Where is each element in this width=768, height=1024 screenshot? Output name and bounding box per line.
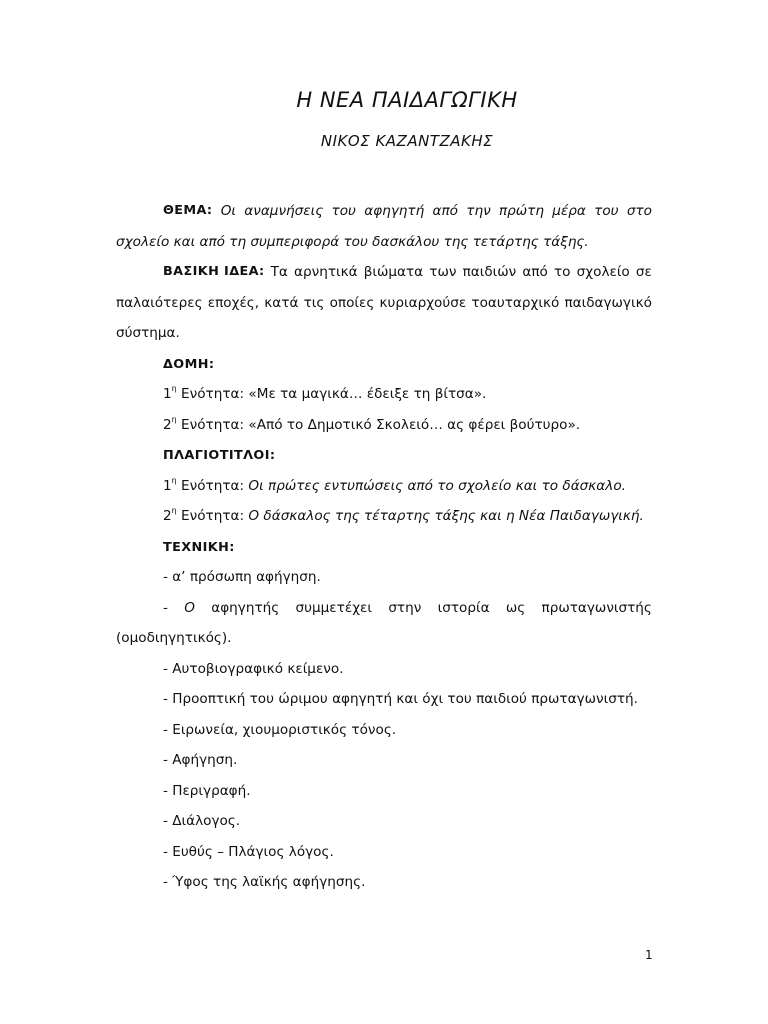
- texniki-item: [116, 684, 652, 715]
- idea-word: από: [522, 264, 548, 280]
- document-title: Η ΝΕΑ ΠΑΙΔΑΓΩΓΙΚΗ: [296, 88, 518, 112]
- technique-word: ως: [505, 599, 526, 616]
- domi-heading: [116, 349, 652, 380]
- technique-word: -: [163, 599, 168, 616]
- idea-word: κυριαρχούσε: [379, 294, 467, 311]
- page-number: 1: [645, 948, 653, 962]
- thema-word: Οι: [220, 203, 236, 219]
- technique-word: συμμετέχει: [295, 599, 372, 616]
- technique-text: - Ύφος της λαϊκής αφήγησης.: [163, 874, 366, 890]
- technique-word: αφηγητής: [211, 599, 280, 616]
- section-text: Οι πρώτες εντυπώσεις από το σχολείο και το δάσκαλο.: [248, 477, 626, 494]
- domi-item: [116, 410, 652, 441]
- idea-label: ΒΑΣΙΚΗ ΙΔΕΑ:: [163, 264, 265, 279]
- title-block: [0, 88, 768, 150]
- technique-word: πρωταγωνιστής: [541, 599, 652, 616]
- technique-word: ιστορία: [437, 599, 490, 616]
- texniki-item-justified: [116, 593, 652, 624]
- domi-label: ΔΟΜΗ:: [163, 356, 215, 372]
- technique-text: - α’ πρόσωπη αφήγηση.: [163, 569, 321, 585]
- idea-line-2: [116, 288, 652, 319]
- thema-line-2: [116, 227, 652, 258]
- document-body: [116, 196, 652, 898]
- thema-word: πρώτη: [498, 203, 544, 219]
- technique-text: - Περιγραφή.: [163, 782, 251, 799]
- thema-text: σχολείο και από τη συμπεριφορά του δασκάλου της τετάρτης τάξης.: [116, 233, 589, 250]
- technique-text: - Προοπτική του ώριμου αφηγητή και όχι του παιδιού πρωταγωνιστή.: [163, 691, 638, 707]
- idea-word: αρνητικά: [294, 264, 358, 280]
- domi-item: [116, 379, 652, 410]
- idea-line-1: [116, 257, 652, 288]
- technique-word: Ο: [184, 599, 195, 616]
- technique-word: στην: [388, 599, 422, 616]
- section-number: 1: [163, 477, 172, 494]
- idea-word: τοαυταρχικό: [471, 294, 560, 311]
- technique-text: - Ειρωνεία, χιουμοριστικός τόνος.: [163, 721, 397, 738]
- idea-word: των: [429, 264, 457, 280]
- section-text: Ο δάσκαλος της τέταρτης τάξης και η Νέα Παιδαγωγική.: [248, 508, 644, 524]
- idea-word: εποχές,: [207, 294, 260, 311]
- plagiotitloi-heading: [116, 440, 652, 471]
- section-label: Ενότητα:: [176, 508, 249, 524]
- idea-word: σχολείο: [576, 264, 630, 280]
- ordinal-suffix: η: [171, 384, 177, 394]
- idea-word: κατά: [264, 294, 299, 311]
- section-label: Ενότητα:: [176, 416, 249, 433]
- idea-word: βιώματα: [363, 264, 424, 280]
- thema-word: μέρα: [552, 203, 586, 219]
- texniki-item: [116, 837, 652, 868]
- section-number: 2: [163, 416, 172, 433]
- texniki-item: [116, 715, 652, 746]
- ordinal-suffix: η: [171, 506, 177, 516]
- section-label: Ενότητα:: [176, 477, 249, 494]
- texniki-label: ΤΕΧΝΙΚΗ:: [163, 539, 235, 555]
- technique-text: (ομοδιηγητικός).: [116, 630, 232, 646]
- ordinal-suffix: η: [171, 414, 177, 424]
- technique-text: - Ευθύς – Πλάγιος λόγος.: [163, 843, 334, 860]
- plagiotitloi-label: ΠΛΑΓΙΟΤΙΤΛΟΙ:: [163, 448, 276, 463]
- idea-word: παλαιότερες: [116, 294, 203, 311]
- texniki-item: [116, 867, 652, 898]
- section-text: «Από το Δημοτικό Σκολειό… ας φέρει βούτυρο».: [248, 416, 581, 433]
- section-text: «Με τα μαγικά… έδειξε τη βίτσα».: [248, 386, 487, 402]
- idea-line-3: [116, 318, 652, 349]
- texniki-item: [116, 776, 652, 807]
- technique-text: - Αφήγηση.: [163, 752, 238, 768]
- texniki-item: [116, 745, 652, 776]
- texniki-item: [116, 806, 652, 837]
- section-number: 2: [163, 508, 172, 524]
- idea-word: σε: [635, 264, 652, 280]
- thema-word: του: [331, 203, 356, 219]
- texniki-heading: [116, 532, 652, 563]
- section-number: 1: [163, 386, 172, 402]
- plagiotitlos-item: [116, 501, 652, 532]
- thema-word: στο: [626, 203, 652, 219]
- thema-word: από: [432, 203, 458, 219]
- idea-text: σύστημα.: [116, 325, 180, 341]
- idea-word: Τα: [270, 264, 288, 280]
- idea-word: οποίες: [329, 294, 375, 311]
- texniki-item-continuation: [116, 623, 652, 654]
- ordinal-suffix: η: [171, 475, 177, 485]
- idea-word: τις: [303, 294, 325, 311]
- technique-text: - Διάλογος.: [163, 813, 241, 829]
- thema-word: την: [466, 203, 491, 219]
- document-author: ΝΙΚΟΣ ΚΑΖΑΝΤΖΑΚΗΣ: [320, 132, 494, 150]
- idea-word: το: [554, 264, 571, 280]
- plagiotitlos-item: [116, 471, 652, 502]
- thema-word: του: [594, 203, 619, 219]
- texniki-item: [116, 654, 652, 685]
- thema-word: αναμνήσεις: [244, 203, 324, 219]
- thema-label: ΘΕΜΑ:: [163, 203, 213, 218]
- idea-word: παιδαγωγικό: [564, 294, 652, 311]
- section-label: Ενότητα:: [176, 386, 249, 402]
- idea-word: παιδιών: [462, 264, 517, 280]
- thema-line-1: [116, 196, 652, 227]
- thema-word: αφηγητή: [364, 203, 425, 219]
- texniki-item: [116, 562, 652, 593]
- technique-text: - Αυτοβιογραφικό κείμενο.: [163, 660, 344, 677]
